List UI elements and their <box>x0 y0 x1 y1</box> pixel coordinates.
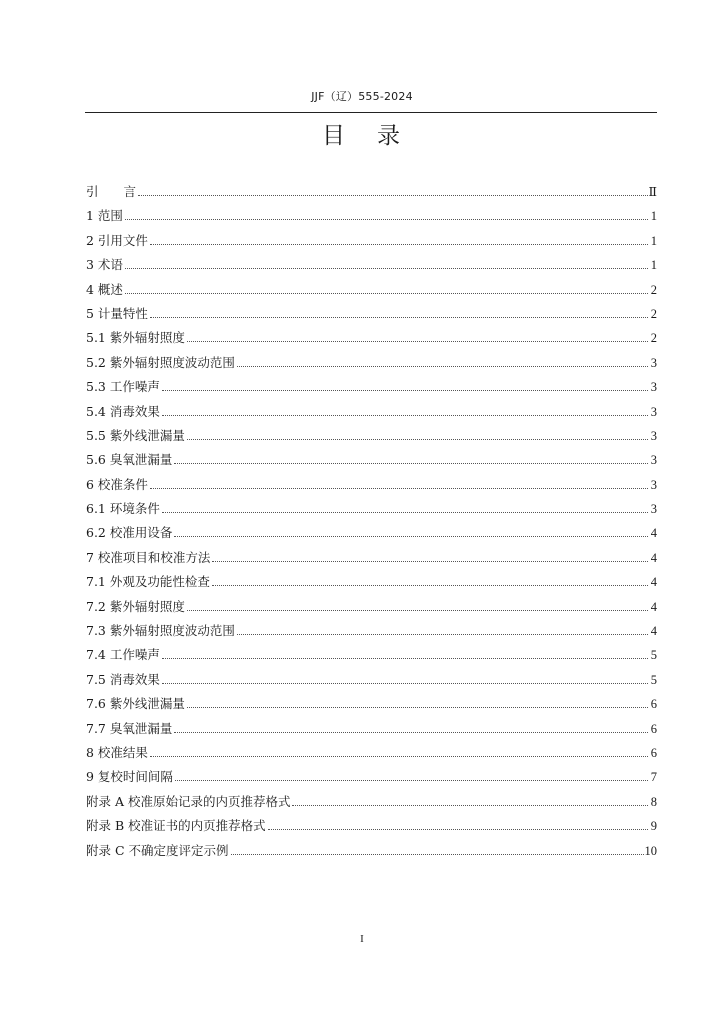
toc-dot-leader <box>187 340 648 342</box>
toc-entry-page: 10 <box>644 843 657 858</box>
toc-entry-label: 附录 B 校准证书的内页推荐格式 <box>86 818 266 834</box>
toc-entry[interactable] <box>86 643 657 667</box>
toc-entry[interactable] <box>86 253 657 277</box>
toc-entry[interactable] <box>86 448 657 472</box>
toc-dot-leader <box>162 389 648 391</box>
toc-entry-label: 引 言 <box>86 184 137 199</box>
toc-entry-label: 7 校准项目和校准方法 <box>86 549 211 565</box>
toc-dot-leader <box>162 414 648 416</box>
toc-dot-leader <box>187 609 648 611</box>
page-number: I <box>360 933 364 945</box>
toc-entry[interactable] <box>86 497 657 521</box>
toc-entry-label: 7.4 工作噪声 <box>86 647 160 663</box>
toc-entry-page: 7 <box>650 770 657 785</box>
toc-entry[interactable] <box>86 400 657 424</box>
toc-entry[interactable] <box>86 546 657 570</box>
toc-entry-page: 6 <box>650 697 657 712</box>
toc-dot-leader <box>292 804 648 806</box>
toc-entry[interactable] <box>86 326 657 350</box>
toc-entry-page: 6 <box>650 745 657 760</box>
toc-entry[interactable] <box>86 717 657 741</box>
toc-entry-page: 3 <box>650 355 657 370</box>
toc-entry-page: 4 <box>650 599 657 614</box>
toc-entry[interactable] <box>86 839 657 863</box>
table-of-contents <box>86 180 657 863</box>
toc-dot-leader <box>174 462 648 464</box>
toc-entry-page: 2 <box>650 282 657 297</box>
toc-dot-leader <box>125 292 648 294</box>
toc-entry[interactable] <box>86 204 657 228</box>
toc-entry-label: 5.5 紫外线泄漏量 <box>86 427 185 443</box>
toc-entry-page: 4 <box>650 550 657 565</box>
toc-entry-label: 附录 A 校准原始记录的内页推荐格式 <box>86 793 291 809</box>
toc-entry-page: 3 <box>650 380 657 395</box>
toc-dot-leader <box>187 706 648 708</box>
header-divider <box>85 112 657 113</box>
toc-entry[interactable] <box>86 814 657 838</box>
toc-entry[interactable] <box>86 424 657 448</box>
toc-dot-leader <box>187 438 648 440</box>
toc-entry[interactable] <box>86 351 657 375</box>
toc-entry[interactable] <box>86 278 657 302</box>
toc-entry-label: 5.1 紫外辐射照度 <box>86 330 185 346</box>
toc-dot-leader <box>175 779 648 781</box>
toc-entry-label: 5.6 臭氧泄漏量 <box>86 452 173 468</box>
toc-entry-page: 9 <box>650 819 657 834</box>
toc-entry[interactable] <box>86 741 657 765</box>
toc-dot-leader <box>162 511 648 513</box>
toc-dot-leader <box>268 828 648 830</box>
toc-entry-page: 3 <box>650 477 657 492</box>
toc-entry-label: 6.1 环境条件 <box>86 501 160 517</box>
toc-entry-label: 3 术语 <box>86 257 123 273</box>
toc-entry-page: 3 <box>650 428 657 443</box>
toc-entry-label: 7.3 紫外辐射照度波动范围 <box>86 623 235 639</box>
toc-dot-leader <box>162 657 648 659</box>
toc-entry[interactable] <box>86 570 657 594</box>
toc-entry-page: Ⅱ <box>648 185 657 199</box>
toc-dot-leader <box>138 194 647 196</box>
toc-entry[interactable] <box>86 180 657 204</box>
toc-dot-leader <box>150 316 648 318</box>
toc-entry-label: 6 校准条件 <box>86 476 148 492</box>
toc-dot-leader <box>125 218 648 220</box>
toc-entry[interactable] <box>86 595 657 619</box>
toc-dot-leader <box>125 267 648 269</box>
standard-code: JJF（辽）555-2024 <box>311 90 413 103</box>
toc-entry-label: 5.4 消毒效果 <box>86 403 160 419</box>
toc-entry[interactable] <box>86 790 657 814</box>
toc-entry-page: 1 <box>650 209 657 224</box>
toc-entry[interactable] <box>86 302 657 326</box>
toc-entry-label: 7.7 臭氧泄漏量 <box>86 720 173 736</box>
toc-dot-leader <box>212 560 648 562</box>
toc-entry-page: 2 <box>650 306 657 321</box>
toc-entry[interactable] <box>86 692 657 716</box>
toc-entry-page: 1 <box>650 233 657 248</box>
toc-dot-leader <box>174 535 648 537</box>
toc-entry[interactable] <box>86 375 657 399</box>
toc-entry-page: 3 <box>650 453 657 468</box>
toc-entry-label: 7.1 外观及功能性检查 <box>86 574 210 590</box>
toc-entry-page: 4 <box>650 575 657 590</box>
toc-dot-leader <box>174 731 648 733</box>
toc-entry-label: 8 校准结果 <box>86 744 148 760</box>
toc-entry-page: 3 <box>650 502 657 517</box>
toc-entry-page: 5 <box>650 648 657 663</box>
page-title <box>0 117 724 150</box>
toc-entry-page: 6 <box>650 721 657 736</box>
toc-entry-page: 8 <box>650 794 657 809</box>
toc-entry-page: 5 <box>650 672 657 687</box>
toc-entry-label: 5.2 紫外辐射照度波动范围 <box>86 354 235 370</box>
toc-dot-leader <box>212 584 648 586</box>
toc-entry[interactable] <box>86 473 657 497</box>
toc-entry[interactable] <box>86 619 657 643</box>
toc-entry-page: 4 <box>650 526 657 541</box>
title-char-2: 录 <box>377 123 402 149</box>
toc-dot-leader <box>231 853 644 855</box>
toc-dot-leader <box>162 682 648 684</box>
toc-entry-label: 9 复校时间间隔 <box>86 769 173 785</box>
toc-entry-label: 4 概述 <box>86 281 123 297</box>
toc-entry-label: 5.3 工作噪声 <box>86 379 160 395</box>
toc-entry[interactable] <box>86 668 657 692</box>
toc-entry-page: 2 <box>650 331 657 346</box>
toc-dot-leader <box>237 633 648 635</box>
toc-entry[interactable] <box>86 765 657 789</box>
toc-entry-label: 7.5 消毒效果 <box>86 671 160 687</box>
toc-dot-leader <box>237 365 648 367</box>
toc-entry-label: 附录 C 不确定度评定示例 <box>86 842 229 858</box>
toc-entry-label: 7.6 紫外线泄漏量 <box>86 696 185 712</box>
toc-entry-label: 6.2 校准用设备 <box>86 525 173 541</box>
toc-dot-leader <box>150 487 648 489</box>
toc-entry-label: 7.2 紫外辐射照度 <box>86 598 185 614</box>
title-char-1: 目 <box>322 123 347 149</box>
toc-dot-leader <box>150 243 648 245</box>
toc-entry-page: 4 <box>650 624 657 639</box>
toc-entry-page: 1 <box>650 258 657 273</box>
toc-entry[interactable] <box>86 229 657 253</box>
toc-entry-label: 5 计量特性 <box>86 305 148 321</box>
toc-dot-leader <box>150 755 648 757</box>
toc-entry[interactable] <box>86 521 657 545</box>
toc-entry-page: 3 <box>650 404 657 419</box>
toc-entry-label: 1 范围 <box>86 208 123 224</box>
toc-entry-label: 2 引用文件 <box>86 232 148 248</box>
